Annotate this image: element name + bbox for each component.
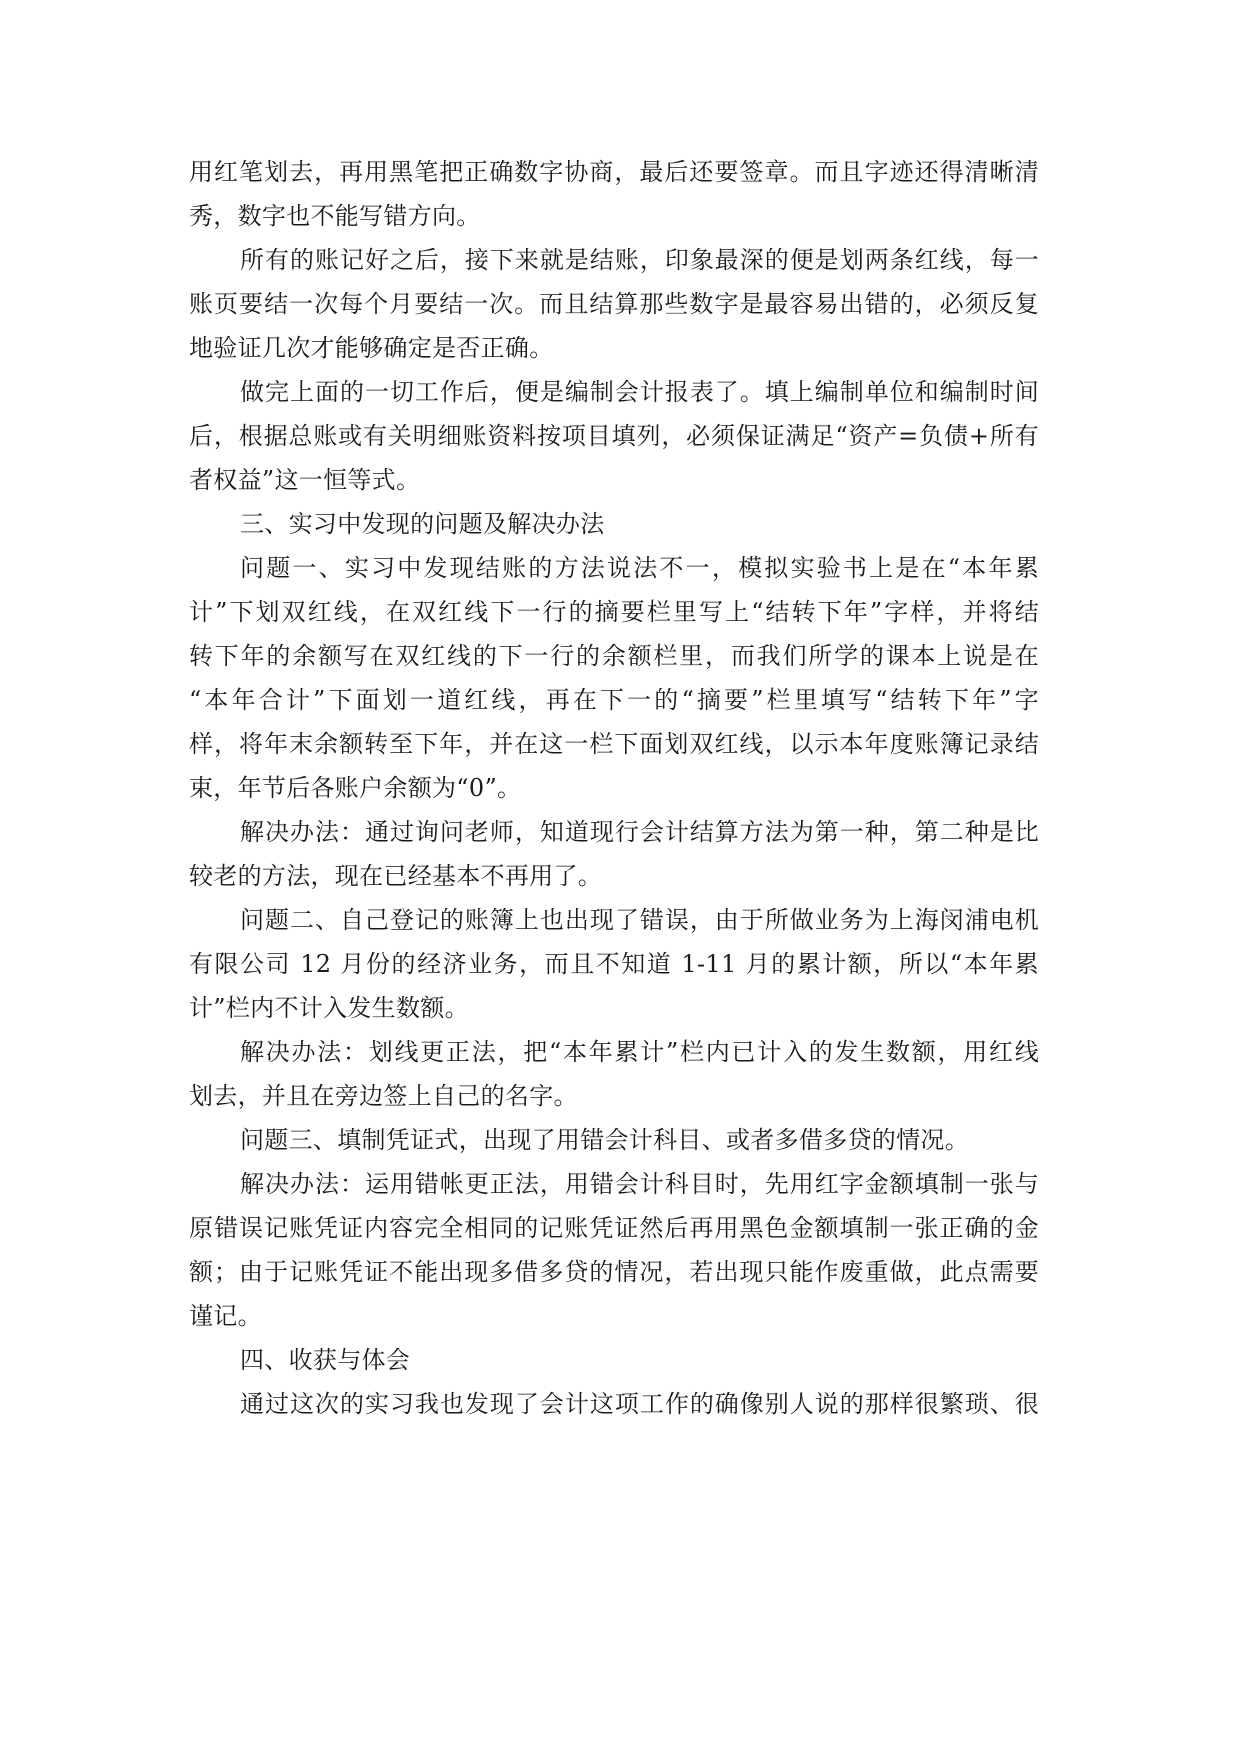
section-heading: 三、实习中发现的问题及解决办法: [240, 510, 605, 538]
text-line: 束，年节后各账户余额为“0”。: [189, 774, 522, 802]
paragraph-first-line: 解决办法：通过询问老师，知道现行会计结算方法为第一种，第二种是比: [240, 818, 1039, 846]
paragraph-first-line: 通过这次的实习我也发现了会计这项工作的确像别人说的那样很繁琐、很: [240, 1390, 1039, 1418]
text-line: 后，根据总账或有关明细账资料按项目填列，必须保证满足“资产=负债+所有: [189, 422, 1039, 450]
paragraph-first-line: 问题三、填制凭证式，出现了用错会计科目、或者多借多贷的情况。: [240, 1126, 969, 1154]
text-line: 计”下划双红线，在双红线下一行的摘要栏里写上“结转下年”字样，并将结: [189, 598, 1039, 626]
paragraph-first-line: 问题一、实习中发现结账的方法说法不一，模拟实验书上是在“本年累: [240, 554, 1039, 582]
text-line: 原错误记账凭证内容完全相同的记账凭证然后再用黑色金额填制一张正确的金: [189, 1214, 1039, 1242]
text-line: 有限公司 12 月份的经济业务，而且不知道 1-11 月的累计额，所以“本年累: [189, 950, 1039, 978]
text-line: 转下年的余额写在双红线的下一行的余额栏里，而我们所学的课本上说是在: [189, 642, 1039, 670]
text-line: 额；由于记账凭证不能出现多借多贷的情况，若出现只能作废重做，此点需要: [189, 1258, 1039, 1286]
paragraph-first-line: 解决办法：运用错帐更正法，用错会计科目时，先用红字金额填制一张与: [240, 1170, 1039, 1198]
paragraph-first-line: 问题二、自己登记的账簿上也出现了错误，由于所做业务为上海闵浦电机: [240, 906, 1039, 934]
text-line: 谨记。: [189, 1302, 262, 1330]
text-line: 较老的方法，现在已经基本不再用了。: [189, 862, 603, 890]
paragraph-first-line: 所有的账记好之后，接下来就是结账，印象最深的便是划两条红线，每一: [240, 246, 1039, 274]
text-line: 样，将年末余额转至下年，并在这一栏下面划双红线，以示本年度账簿记录结: [189, 730, 1039, 758]
text-line: 计”栏内不计入发生数额。: [189, 994, 469, 1022]
text-line: 用红笔划去，再用黑笔把正确数字协商，最后还要签章。而且字迹还得清晰清: [189, 158, 1039, 186]
section-heading: 四、收获与体会: [240, 1346, 411, 1374]
paragraph-first-line: 做完上面的一切工作后，便是编制会计报表了。填上编制单位和编制时间: [240, 378, 1039, 406]
text-line: “本年合计”下面划一道红线，再在下一的“摘要”栏里填写“结转下年”字: [189, 686, 1039, 714]
text-line: 者权益”这一恒等式。: [189, 466, 421, 494]
text-line: 划去，并且在旁边签上自己的名字。: [189, 1082, 578, 1110]
paragraph-first-line: 解决办法：划线更正法，把“本年累计”栏内已计入的发生数额，用红线: [240, 1038, 1039, 1066]
text-line: 账页要结一次每个月要结一次。而且结算那些数字是最容易出错的，必须反复: [189, 290, 1039, 318]
text-line: 地验证几次才能够确定是否正确。: [189, 334, 554, 362]
text-line: 秀，数字也不能写错方向。: [189, 202, 481, 230]
